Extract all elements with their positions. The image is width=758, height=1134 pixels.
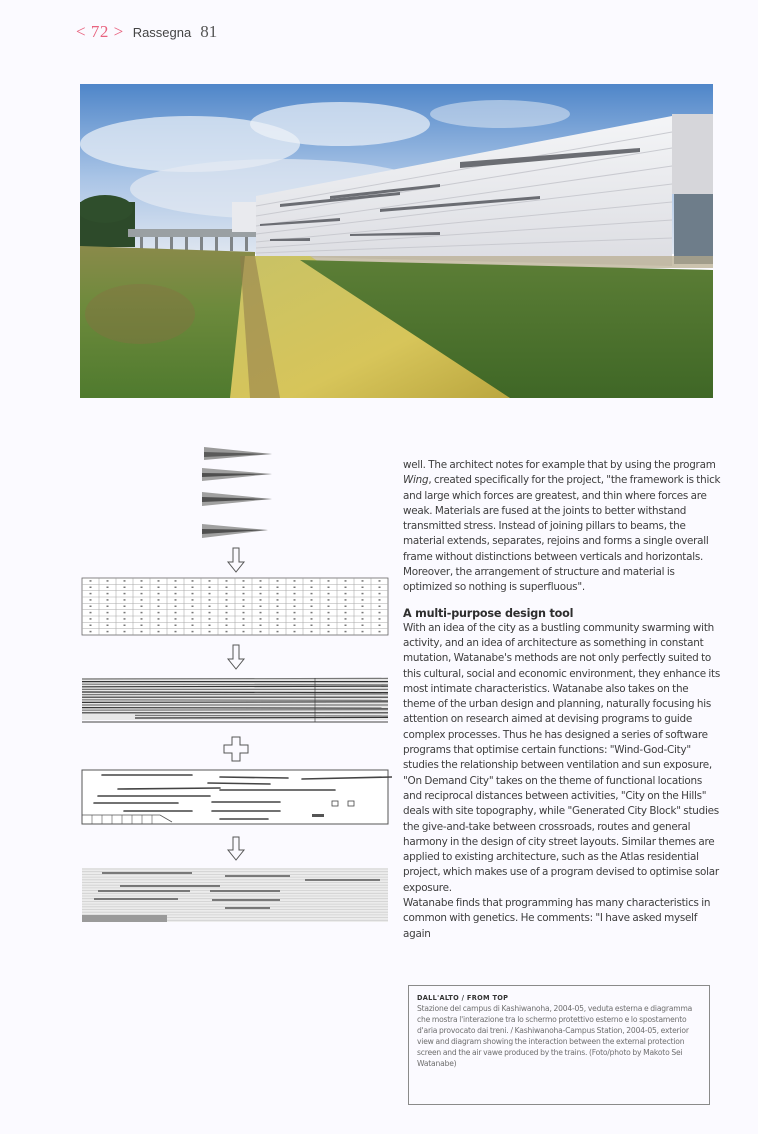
grid-cell-mark xyxy=(175,618,177,620)
grid-cell-mark xyxy=(90,606,92,608)
grid-cell-mark xyxy=(209,625,211,627)
grid-cell-mark xyxy=(209,599,211,601)
grid-cell-mark xyxy=(226,612,228,614)
grid-cell-mark xyxy=(362,580,364,582)
grid-cell-mark xyxy=(124,593,126,595)
grid-cell-mark xyxy=(345,612,347,614)
grid-cell-mark xyxy=(277,599,279,601)
grid-cell-mark xyxy=(294,599,296,601)
grid-cell-mark xyxy=(192,599,194,601)
grid-cell-mark xyxy=(124,625,126,627)
grid-cell-mark xyxy=(107,587,109,589)
grid-cell-mark xyxy=(192,606,194,608)
grid-cell-mark xyxy=(311,599,313,601)
grid-cell-mark xyxy=(107,599,109,601)
arrow-down-icon xyxy=(228,548,244,572)
grid-cell-mark xyxy=(226,618,228,620)
grid-cell-mark xyxy=(328,593,330,595)
grid-cell-mark xyxy=(90,625,92,627)
grid-cell-mark xyxy=(328,625,330,627)
grid-cell-mark xyxy=(141,580,143,582)
grid-cell-mark xyxy=(124,580,126,582)
grid-cell-mark xyxy=(192,618,194,620)
grid-cell-mark xyxy=(260,606,262,608)
grid-cell-mark xyxy=(311,587,313,589)
grid-cell-mark xyxy=(260,593,262,595)
structure-line xyxy=(135,715,388,716)
grid-cell-mark xyxy=(192,631,194,633)
grid-cell-mark xyxy=(226,580,228,582)
structure-line xyxy=(82,678,388,679)
grid-cell-mark xyxy=(158,599,160,601)
grid-cell-mark xyxy=(107,618,109,620)
grid-cell-mark xyxy=(311,606,313,608)
grid-cell-mark xyxy=(209,612,211,614)
grid-cell-mark xyxy=(311,580,313,582)
grid-cell-mark xyxy=(124,599,126,601)
wing-profile xyxy=(204,447,272,460)
field-patch xyxy=(85,284,195,344)
grid-cell-mark xyxy=(141,631,143,633)
grid-cell-mark xyxy=(192,580,194,582)
grid-cell-mark xyxy=(209,631,211,633)
grid-cell-mark xyxy=(158,631,160,633)
grid-cell-mark xyxy=(345,593,347,595)
grid-cell-mark xyxy=(260,612,262,614)
grid-cell-mark xyxy=(226,631,228,633)
grid-cell-mark xyxy=(192,612,194,614)
structure-line xyxy=(135,717,388,718)
grid-cell-mark xyxy=(90,631,92,633)
grid-cell-mark xyxy=(294,631,296,633)
issue-number: < 72 > xyxy=(76,22,124,41)
grid-cell-mark xyxy=(226,587,228,589)
grid-cell-mark xyxy=(260,618,262,620)
diagram-svg xyxy=(80,430,392,930)
grid-cell-mark xyxy=(141,618,143,620)
wing-profile xyxy=(202,524,268,538)
grid-cell-mark xyxy=(345,580,347,582)
grid-cell-mark xyxy=(379,612,381,614)
grid-cell-mark xyxy=(107,580,109,582)
grid-cell-mark xyxy=(141,593,143,595)
caption-text: Stazione del campus di Kashiwanoha, 2004-05, veduta esterna e diagramma che mostra l'interazione tra lo schermo protettivo esterno e lo spostamento d'aria provocato dai treni. / Kashiwanoha-Campus Station, 2004-05, exterior view and diagram showing the interaction between the external protection screen and the air vawe produced by the trains. (Foto/photo by Makoto Sei Watanabe) xyxy=(417,1004,693,1069)
grid-cell-mark xyxy=(90,593,92,595)
grid-cell-mark xyxy=(243,606,245,608)
grid-cell-mark xyxy=(311,593,313,595)
grid-cell-mark xyxy=(175,625,177,627)
grid-cell-mark xyxy=(379,625,381,627)
structure-line xyxy=(82,702,388,703)
grid-cell-mark xyxy=(379,593,381,595)
grid-cell-mark xyxy=(158,580,160,582)
combined-facade xyxy=(82,868,388,922)
grid-cell-mark xyxy=(243,618,245,620)
grid-cell-mark xyxy=(192,587,194,589)
station-photo xyxy=(80,84,713,398)
grid-cell-mark xyxy=(260,580,262,582)
grid-cell-mark xyxy=(328,631,330,633)
grid-cell-mark xyxy=(175,631,177,633)
grid-cell-mark xyxy=(175,580,177,582)
grid-cell-mark xyxy=(158,587,160,589)
grid-cell-mark xyxy=(379,599,381,601)
grid-cell-mark xyxy=(107,593,109,595)
grid-cell-mark xyxy=(328,599,330,601)
structure-line xyxy=(82,708,388,709)
grid-cell-mark xyxy=(294,606,296,608)
grid-cell-mark xyxy=(158,606,160,608)
grid-cell-mark xyxy=(90,618,92,620)
grid-cell-mark xyxy=(294,587,296,589)
grid-cell-mark xyxy=(277,625,279,627)
grid-cell-mark xyxy=(226,606,228,608)
grid-cell-mark xyxy=(243,593,245,595)
caption-kicker: DALL'ALTO / FROM TOP xyxy=(417,994,509,1002)
side-block xyxy=(672,114,713,194)
grid-cell-mark xyxy=(175,612,177,614)
grid-cell-mark xyxy=(345,587,347,589)
wing-profile xyxy=(202,492,272,506)
grid-cell-mark xyxy=(243,625,245,627)
grid-cell-mark xyxy=(243,587,245,589)
grid-cell-mark xyxy=(107,625,109,627)
grid-cell-mark xyxy=(209,606,211,608)
grid-cell-mark xyxy=(175,606,177,608)
grid-cell-mark xyxy=(362,612,364,614)
grid-cell-mark xyxy=(379,606,381,608)
section-title: Rassegna xyxy=(132,25,192,40)
grid-cell-mark xyxy=(175,593,177,595)
openings-layout xyxy=(82,770,392,824)
grid-cell-mark xyxy=(277,612,279,614)
grid-cell-mark xyxy=(328,618,330,620)
grid-cell-mark xyxy=(90,599,92,601)
cloud xyxy=(250,102,430,146)
grid-cell-mark xyxy=(362,606,364,608)
grid-cell-mark xyxy=(209,587,211,589)
grid-cell-mark xyxy=(311,618,313,620)
paragraph: With an idea of the city as a bustling community swarming with activity, and an idea of architecture as something in constant mutation, Watanabe's methods are not only perfectly suited to this cultural, social and economic environment, they enhance its most intimate characteristics. Watanabe also takes on the theme of the urban design and planning, naturally focusing his attention on research aimed at devising programs to guide complex processes. Thus he has designed a series of software programs that optimise certain functions: "Wind-God-City" studies the relationship between ventilation and sun exposure, "On Demand City" takes on the theme of functional locations and reciprocal distances between activities, "City on the Hills" deals with site topography, while "Generated City Block" studies the give-and-take between crossroads, routes and general harmony in the design of city street layouts. Similar themes are applied to existing architecture, such as the Atlas residential project, which makes use of a program devised to optimise solar exposure. xyxy=(403,621,721,894)
grid-cell-mark xyxy=(209,618,211,620)
grid-cell-mark xyxy=(124,587,126,589)
grid-cell-mark xyxy=(158,618,160,620)
grid-cell-mark xyxy=(243,631,245,633)
grid-cell-mark xyxy=(362,625,364,627)
grid-cell-mark xyxy=(294,580,296,582)
grid-cell-mark xyxy=(124,631,126,633)
structure-line xyxy=(82,686,388,687)
grid-cell-mark xyxy=(243,580,245,582)
grid-cell-mark xyxy=(379,580,381,582)
photo-kashiwanoha-campus-station xyxy=(80,84,713,398)
structure-line xyxy=(82,692,388,693)
grid-cell-mark xyxy=(277,631,279,633)
grid-cell-mark xyxy=(141,587,143,589)
grid-cell-mark xyxy=(362,618,364,620)
combined-base xyxy=(82,915,167,922)
grid-cell-mark xyxy=(277,587,279,589)
parameter-grid xyxy=(82,578,388,635)
grid-cell-mark xyxy=(107,612,109,614)
program-name: Wing xyxy=(403,474,429,487)
grid-cell-mark xyxy=(294,618,296,620)
grid-cell-mark xyxy=(158,625,160,627)
grid-cell-mark xyxy=(141,599,143,601)
grid-cell-mark xyxy=(345,631,347,633)
paragraph: Watanabe finds that programming has many characteristics in common with genetics. He comments: "I have asked myself again xyxy=(403,897,711,940)
grid-cell-mark xyxy=(260,631,262,633)
grid-cell-mark xyxy=(141,625,143,627)
structure-line xyxy=(82,710,388,711)
grid-cell-mark xyxy=(107,606,109,608)
arrow-down-icon xyxy=(228,837,244,860)
grid-cell-mark xyxy=(328,580,330,582)
grid-cell-mark xyxy=(379,587,381,589)
grid-cell-mark xyxy=(328,587,330,589)
photo-caption xyxy=(408,985,710,1105)
grid-cell-mark xyxy=(345,618,347,620)
grid-cell-mark xyxy=(90,612,92,614)
plus-icon xyxy=(224,737,248,761)
grid-cell-mark xyxy=(362,587,364,589)
grid-cell-mark xyxy=(277,618,279,620)
grid-cell-mark xyxy=(294,612,296,614)
grid-cell-mark xyxy=(345,599,347,601)
grid-cell-mark xyxy=(311,625,313,627)
grid-cell-mark xyxy=(277,593,279,595)
grid-cell-mark xyxy=(124,612,126,614)
grid-cell-mark xyxy=(277,606,279,608)
paragraph: well. The architect notes for example that by using the program Wing, created specifically for the project, "the framework is thick and large which forces are greatest, and thin where forces are weak. Materials are fused at the joints to better withstand transmitted stress. Instead of joining pillars to beams, the material extends, separates, rejoins and forms a single overall frame without distinctions between verticals and horizontals. Moreover, the arrangement of structure and material is optimized so nothing is superfluous". xyxy=(403,459,721,594)
grid-cell-mark xyxy=(379,618,381,620)
building-block xyxy=(232,202,258,232)
grid-cell-mark xyxy=(192,625,194,627)
grid-cell-mark xyxy=(311,631,313,633)
grid-cell-mark xyxy=(209,580,211,582)
facade-diagram xyxy=(80,430,392,930)
grid-cell-mark xyxy=(277,580,279,582)
grid-cell-mark xyxy=(175,587,177,589)
grid-cell-mark xyxy=(209,593,211,595)
grid-cell-mark xyxy=(175,599,177,601)
grid-cell-mark xyxy=(141,606,143,608)
structure-line xyxy=(82,700,388,701)
grid-cell-mark xyxy=(345,625,347,627)
grid-cell-mark xyxy=(107,631,109,633)
grid-cell-mark xyxy=(158,612,160,614)
grid-cell-mark xyxy=(141,612,143,614)
grid-cell-mark xyxy=(328,612,330,614)
structure-line xyxy=(82,684,388,685)
grid-cell-mark xyxy=(90,580,92,582)
grid-cell-mark xyxy=(362,631,364,633)
structure-line xyxy=(82,694,388,695)
grid-cell-mark xyxy=(294,625,296,627)
grid-cell-mark xyxy=(260,587,262,589)
grid-cell-mark xyxy=(158,593,160,595)
grid-cell-mark xyxy=(294,593,296,595)
grid-cell-mark xyxy=(192,593,194,595)
grid-cell-mark xyxy=(362,593,364,595)
section-heading: A multi-purpose design tool xyxy=(403,606,574,620)
grid-cell-mark xyxy=(345,606,347,608)
running-header xyxy=(76,22,217,46)
grid-cell-mark xyxy=(90,587,92,589)
grid-cell-mark xyxy=(311,612,313,614)
grid-cell-mark xyxy=(226,593,228,595)
grid-cell-mark xyxy=(124,606,126,608)
side-opening xyxy=(674,194,713,264)
grid-cell-mark xyxy=(379,631,381,633)
grid-cell-mark xyxy=(362,599,364,601)
arrow-down-icon xyxy=(228,645,244,669)
grid-cell-mark xyxy=(328,606,330,608)
grid-cell-mark xyxy=(243,612,245,614)
grid-cell-mark xyxy=(260,625,262,627)
grid-cell-mark xyxy=(260,599,262,601)
article-column xyxy=(403,458,721,942)
grid-cell-mark xyxy=(243,599,245,601)
cloud xyxy=(430,100,570,128)
structure-lines xyxy=(82,678,388,722)
grid-cell-mark xyxy=(226,625,228,627)
grid-cell-mark xyxy=(226,599,228,601)
wing-profiles xyxy=(202,447,272,538)
page-number: 81 xyxy=(200,22,218,41)
wing-profile xyxy=(202,468,272,481)
grid-cell-mark xyxy=(124,618,126,620)
